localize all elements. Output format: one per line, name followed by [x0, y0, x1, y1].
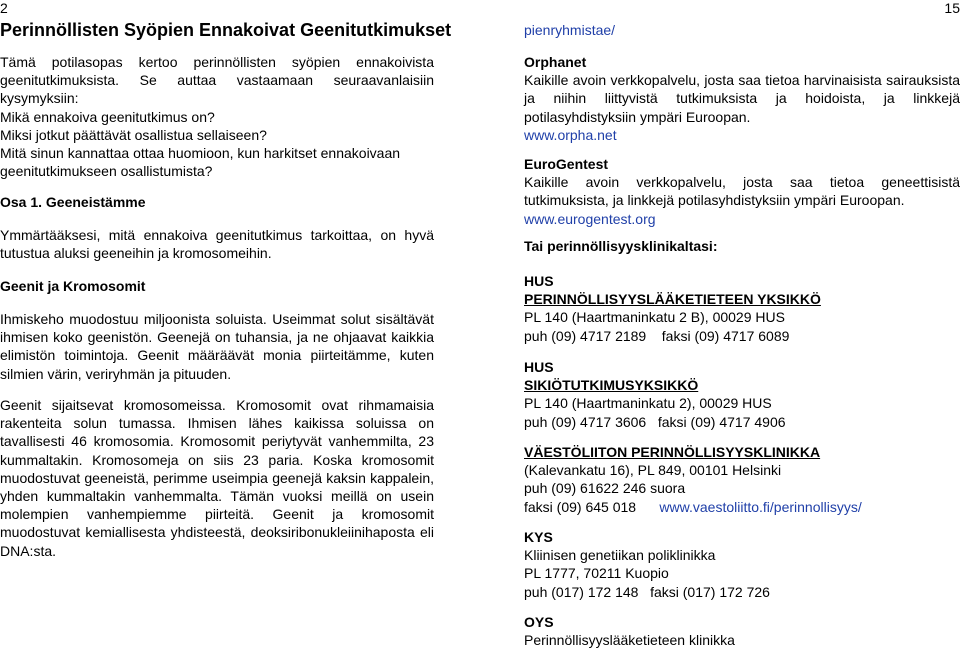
eurogentest-link[interactable]: www.eurogentest.org: [524, 210, 656, 227]
kys-org: KYS: [524, 529, 553, 545]
kys-address: PL 1777, 70211 Kuopio: [524, 565, 669, 582]
page-number-left: 2: [0, 0, 8, 16]
part-intro: Ymmärtääksesi, mitä ennakoiva geenitutkimus tarkoittaa, on hyvä tutustua aluksi geeneihin ja kromosomeihin.: [0, 227, 434, 262]
vaestoliitto-link[interactable]: www.vaestoliitto.fi/perinnollisyys/: [659, 498, 862, 515]
clinics-heading: Tai perinnöllisyysklinikaltasi:: [524, 238, 718, 254]
vaestoliitto-block: [524, 443, 960, 516]
vaestoliitto-fax: faksi (09) 645 018: [524, 498, 637, 515]
eurogentest-name: EuroGentest: [524, 156, 609, 172]
question-3: Mitä sinun kannattaa ottaa huomioon, kun harkitset ennakoivaan geenitutkimukseen osallistumista?: [0, 145, 401, 180]
vaestoliitto-fax-row: [524, 498, 960, 516]
hus-genetics-block: [524, 272, 960, 345]
paragraph-genes: Ihmiskeho muodostuu miljoonista soluista. Useimmat solut sisältävät ihmisen koko geenistön. Geenejä on tuhansia, ja ne ohjaavat kaikkia elimistön toimintoja. Geenit määräävät monia piirteitämme, kuten silmien värin, veriryhmän ja pituuden.: [0, 311, 434, 382]
hus-fetal-org: HUS: [524, 359, 554, 375]
vaestoliitto-address: (Kalevankatu 16), PL 849, 00101 Helsinki: [524, 462, 782, 479]
hus-fetal-unit: SIKIÖTUTKIMUSYKSIKKÖ: [524, 377, 699, 394]
vaestoliitto-unit: VÄESTÖLIITON PERINNÖLLISYYSKLINIKKA: [524, 444, 821, 460]
orphanet-text: Kaikille avoin verkkopalvelu, josta saa tietoa harvinaisista sairauksista ja niihin liittyvistä tutkimuksista ja hoidoista, ja linkkejä potilasyhdistyksiin ympäri Euroopan.: [524, 72, 960, 125]
hus-genetics-unit: PERINNÖLLISYYSLÄÄKETIETEEN YKSIKKÖ: [524, 291, 821, 308]
question-2: Miksi jotkut päättävät osallistua sellaiseen?: [0, 126, 267, 143]
oys-org: OYS: [524, 614, 554, 630]
intro-block: [0, 53, 434, 180]
hus-fetal-address: PL 140 (Haartmaninkatu 2), 00029 HUS: [524, 395, 772, 412]
hus-genetics-address: PL 140 (Haartmaninkatu 2 B), 00029 HUS: [524, 309, 785, 326]
hus-fetal-phone: puh (09) 4717 3606 faksi (09) 4717 4906: [524, 413, 786, 430]
question-1: Mikä ennakoiva geenitutkimus on?: [0, 108, 215, 125]
oys-unit: Perinnöllisyyslääketieteen klinikka: [524, 632, 735, 649]
section-heading: Geenit ja Kromosomit: [0, 278, 146, 294]
page-number-right: 15: [944, 0, 960, 16]
orphanet-block: [524, 53, 960, 144]
top-link[interactable]: pienryhmistae/: [524, 22, 616, 38]
kys-block: [524, 528, 960, 601]
orphanet-link[interactable]: www.orpha.net: [524, 126, 617, 143]
eurogentest-text: Kaikille avoin verkkopalvelu, josta saa tietoa geneettisistä tutkimuksista, ja linkkejä potilasyhdistyksiin ympäri Euroopan.: [524, 174, 960, 209]
eurogentest-block: [524, 155, 960, 228]
vaestoliitto-phone: puh (09) 61622 246 suora: [524, 480, 686, 497]
part-heading: Osa 1. Geeneistämme: [0, 194, 146, 210]
oys-block: [524, 613, 960, 649]
orphanet-name: Orphanet: [524, 54, 587, 70]
kys-unit: Kliinisen genetiikan poliklinikka: [524, 547, 716, 564]
hus-genetics-org: HUS: [524, 273, 554, 289]
document-title: Perinnöllisten Syöpien Ennakoivat Geenitutkimukset: [0, 20, 452, 40]
paragraph-chromosomes: Geenit sijaitsevat kromosomeissa. Kromosomit ovat rihmamaisia rakenteita solun tumassa. Ihmisen lähes kaikissa soluissa on tavallisesti 46 kromosomia. Kromosomit periytyvät vanhemmilta, 23 kummaltakin. Kromosomeja on siis 23 paria. Koska kromosomit muodostuvat geeneistä, perimme useimpia geenejä kaksin kappalein, yhden kummaltakin vanhemmalta. Tämän vuoksi meillä on usein molempien vanhempiemme piirteitä. Geenit ja kromosomit muodostuvat kemiallisesta yhdisteestä, deoksiribonukleiinihaposta eli DNA:sta.: [0, 397, 434, 559]
hus-genetics-phone: puh (09) 4717 2189 faksi (09) 4717 6089: [524, 327, 790, 344]
hus-fetal-block: [524, 358, 960, 431]
intro-text: Tämä potilasopas kertoo perinnöllisten syöpien ennakoivista geenitutkimuksista. Se auttaa vastaamaan seuraavanlaisiin kysymyksiin:: [0, 54, 434, 107]
kys-phone: puh (017) 172 148 faksi (017) 172 726: [524, 583, 770, 600]
